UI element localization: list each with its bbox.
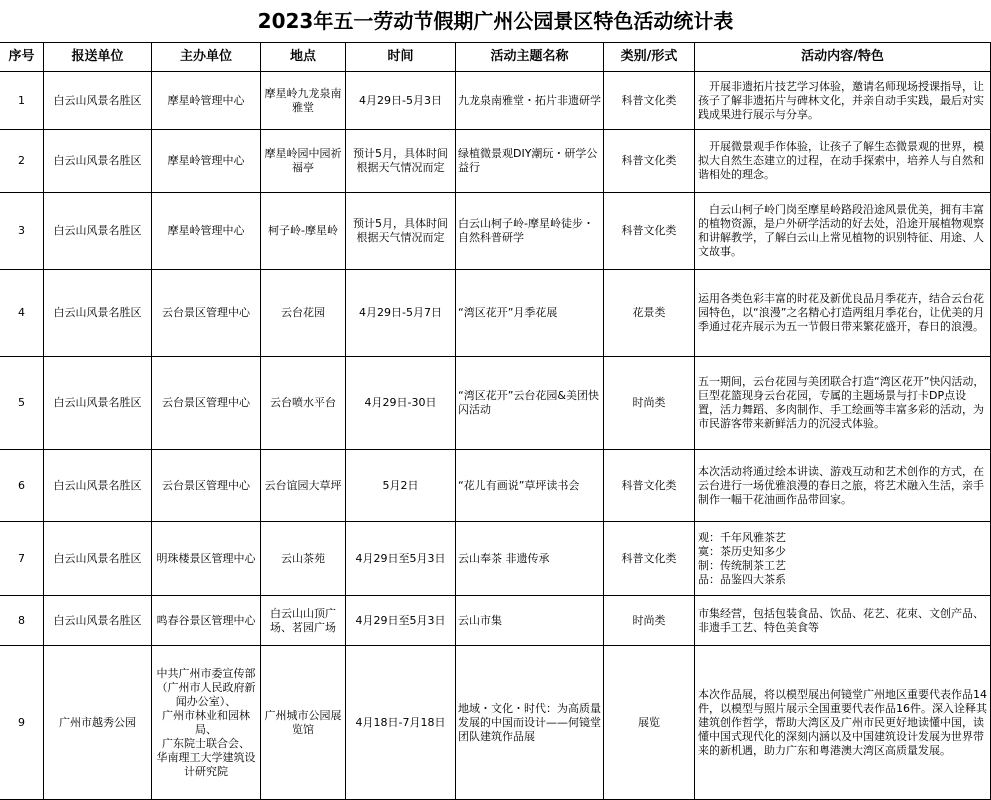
cell-location: 云台喷水平台 — [261, 357, 346, 450]
cell-category: 花景类 — [604, 270, 695, 357]
cell-theme: “湾区花开”云台花园&美团快闪活动 — [456, 357, 604, 450]
cell-no: 9 — [0, 646, 44, 800]
cell-location: 云台谊园大草坪 — [261, 450, 346, 522]
header-content: 活动内容/特色 — [695, 43, 991, 72]
cell-organizer: 明珠楼景区管理中心 — [152, 522, 261, 596]
header-organizer: 主办单位 — [152, 43, 261, 72]
cell-category: 科普文化类 — [604, 130, 695, 193]
header-no: 序号 — [0, 43, 44, 72]
cell-organizer — [152, 646, 261, 800]
cell-location: 白云山山顶广场、茗园广场 — [261, 596, 346, 646]
cell-category: 科普文化类 — [604, 72, 695, 130]
cell-reporter: 白云山风景名胜区 — [44, 357, 152, 450]
cell-no: 1 — [0, 72, 44, 130]
cell-reporter: 白云山风景名胜区 — [44, 450, 152, 522]
organizer-line: （广州市人民政府新闻办公室）、 — [156, 680, 256, 708]
header-theme: 活动主题名称 — [456, 43, 604, 72]
cell-organizer: 云台景区管理中心 — [152, 270, 261, 357]
table-row — [0, 522, 991, 596]
cell-organizer: 鸣春谷景区管理中心 — [152, 596, 261, 646]
cell-no: 6 — [0, 450, 44, 522]
cell-time: 4月18日-7月18日 — [346, 646, 456, 800]
cell-time: 5月2日 — [346, 450, 456, 522]
cell-location: 广州城市公园展览馆 — [261, 646, 346, 800]
content-line: 制：传统制茶工艺 — [698, 558, 786, 572]
cell-content — [695, 522, 991, 596]
organizer-line: 华南理工大学建筑设计研究院 — [156, 750, 256, 778]
cell-no: 4 — [0, 270, 44, 357]
header-location: 地点 — [261, 43, 346, 72]
cell-organizer: 摩星岭管理中心 — [152, 130, 261, 193]
cell-no: 8 — [0, 596, 44, 646]
table-row — [0, 270, 991, 357]
content-line: 观：千年风雅茶艺 — [698, 530, 786, 544]
cell-time: 4月29日至5月3日 — [346, 522, 456, 596]
content-line: 寞：茶历史知多少 — [698, 544, 786, 558]
cell-content: 开展微景观手作体验，让孩子了解生态微景观的世界，模拟大自然生态建立的过程，在动手探索中，培养人与自然和谐相处的理念。 — [695, 130, 991, 193]
cell-category: 展览 — [604, 646, 695, 800]
cell-reporter: 白云山风景名胜区 — [44, 596, 152, 646]
cell-theme: 九龙泉南雅堂・拓片非遗研学 — [456, 72, 604, 130]
cell-category: 科普文化类 — [604, 450, 695, 522]
cell-theme: 白云山柯子岭-摩星岭徒步・自然科普研学 — [456, 193, 604, 270]
cell-category: 科普文化类 — [604, 522, 695, 596]
cell-content: 五一期间，云台花园与美团联合打造“湾区花开”快闪活动，巨型花篮现身云台花园，专属的主题场景与打卡DP点设置，活力舞蹈、多肉制作、手工绘画等丰富多彩的活动，为市民游客带来新鲜活力的沉浸式体验。 — [695, 357, 991, 450]
cell-organizer: 云台景区管理中心 — [152, 450, 261, 522]
cell-reporter: 广州市越秀公园 — [44, 646, 152, 800]
cell-location: 摩星岭园中园祈福亭 — [261, 130, 346, 193]
cell-time: 4月29日-5月3日 — [346, 72, 456, 130]
activity-table — [0, 42, 991, 800]
cell-reporter: 白云山风景名胜区 — [44, 522, 152, 596]
cell-location: 云台花园 — [261, 270, 346, 357]
cell-theme: 地域・文化・时代：为高质量发展的中国而设计——何镜堂团队建筑作品展 — [456, 646, 604, 800]
cell-content: 运用各类色彩丰富的时花及新优良品月季花卉，结合云台花园特色，以“浪漫”之名精心打造两组月季花台，让优美的月季通过花卉展示为五一节假日带来繁花盛开，春日的浪漫。 — [695, 270, 991, 357]
cell-organizer: 摩星岭管理中心 — [152, 193, 261, 270]
cell-no: 7 — [0, 522, 44, 596]
table-row — [0, 596, 991, 646]
content-line: 品：品鉴四大茶系 — [698, 572, 786, 586]
cell-theme: 云山市集 — [456, 596, 604, 646]
cell-content: 市集经营，包括包装食品、饮品、花艺、花束、文创产品、非遗手工艺、特色美食等 — [695, 596, 991, 646]
header-time: 时间 — [346, 43, 456, 72]
cell-time: 4月29日-30日 — [346, 357, 456, 450]
cell-location: 摩星岭九龙泉南雅堂 — [261, 72, 346, 130]
cell-time: 预计5月，具体时间根据天气情况而定 — [346, 130, 456, 193]
header-category: 类别/形式 — [604, 43, 695, 72]
table-row — [0, 646, 991, 800]
cell-reporter: 白云山风景名胜区 — [44, 130, 152, 193]
table-row — [0, 72, 991, 130]
cell-time: 4月29日-5月7日 — [346, 270, 456, 357]
cell-no: 2 — [0, 130, 44, 193]
cell-theme: “湾区花开”月季花展 — [456, 270, 604, 357]
cell-reporter: 白云山风景名胜区 — [44, 193, 152, 270]
cell-time: 4月29日至5月3日 — [346, 596, 456, 646]
cell-theme: “花儿有画说”草坪读书会 — [456, 450, 604, 522]
table-row — [0, 450, 991, 522]
cell-location: 柯子岭-摩星岭 — [261, 193, 346, 270]
table-header-row — [0, 43, 991, 72]
cell-theme: 绿植微景观DIY潮玩・研学公益行 — [456, 130, 604, 193]
cell-no: 3 — [0, 193, 44, 270]
cell-organizer: 云台景区管理中心 — [152, 357, 261, 450]
cell-category: 科普文化类 — [604, 193, 695, 270]
cell-content: 本次活动将通过绘本讲读、游戏互动和艺术创作的方式，在云台进行一场优雅浪漫的春日之旅，将艺术融入生活，亲手制作一幅干花油画作品带回家。 — [695, 450, 991, 522]
cell-time: 预计5月，具体时间根据天气情况而定 — [346, 193, 456, 270]
page-title: 2023年五一劳动节假期广州公园景区特色活动统计表 — [257, 9, 734, 33]
organizer-line: 广州市林业和园林局、 — [162, 708, 250, 736]
organizer-line: 中共广州市委宣传部 — [156, 666, 256, 680]
table-row — [0, 357, 991, 450]
cell-reporter: 白云山风景名胜区 — [44, 72, 152, 130]
table-row — [0, 193, 991, 270]
cell-organizer: 摩星岭管理中心 — [152, 72, 261, 130]
cell-content: 白云山柯子岭门岗至摩星岭路段沿途风景优美，拥有丰富的植物资源，是户外研学活动的好去处，沿途开展植物观察和讲解教学，了解白云山上常见植物的识别特征、用途、人文故事。 — [695, 193, 991, 270]
cell-category: 时尚类 — [604, 596, 695, 646]
table-row — [0, 130, 991, 193]
cell-reporter: 白云山风景名胜区 — [44, 270, 152, 357]
header-reporter: 报送单位 — [44, 43, 152, 72]
cell-theme: 云山奉茶 非遗传承 — [456, 522, 604, 596]
cell-content: 本次作品展，将以模型展出何镜堂广州地区重要代表作品14件，以模型与照片展示全国重要代表作品16件。深入诠释其建筑创作哲学，帮助大湾区及广州市民更好地读懂中国，读懂中国式现代化的深刻内涵以及中国建筑设计发展为世界带来的新机遇，助力广东和粤港澳大湾区高质量发展。 — [695, 646, 991, 800]
cell-no: 5 — [0, 357, 44, 450]
cell-category: 时尚类 — [604, 357, 695, 450]
cell-content: 开展非遗拓片技艺学习体验，邀请名师现场授课指导，让孩子了解非遗拓片与碑林文化，并亲自动手实践，最后对实践成果进行展示与分享。 — [695, 72, 991, 130]
organizer-line: 广东院士联合会、 — [162, 736, 250, 750]
cell-location: 云山茶苑 — [261, 522, 346, 596]
